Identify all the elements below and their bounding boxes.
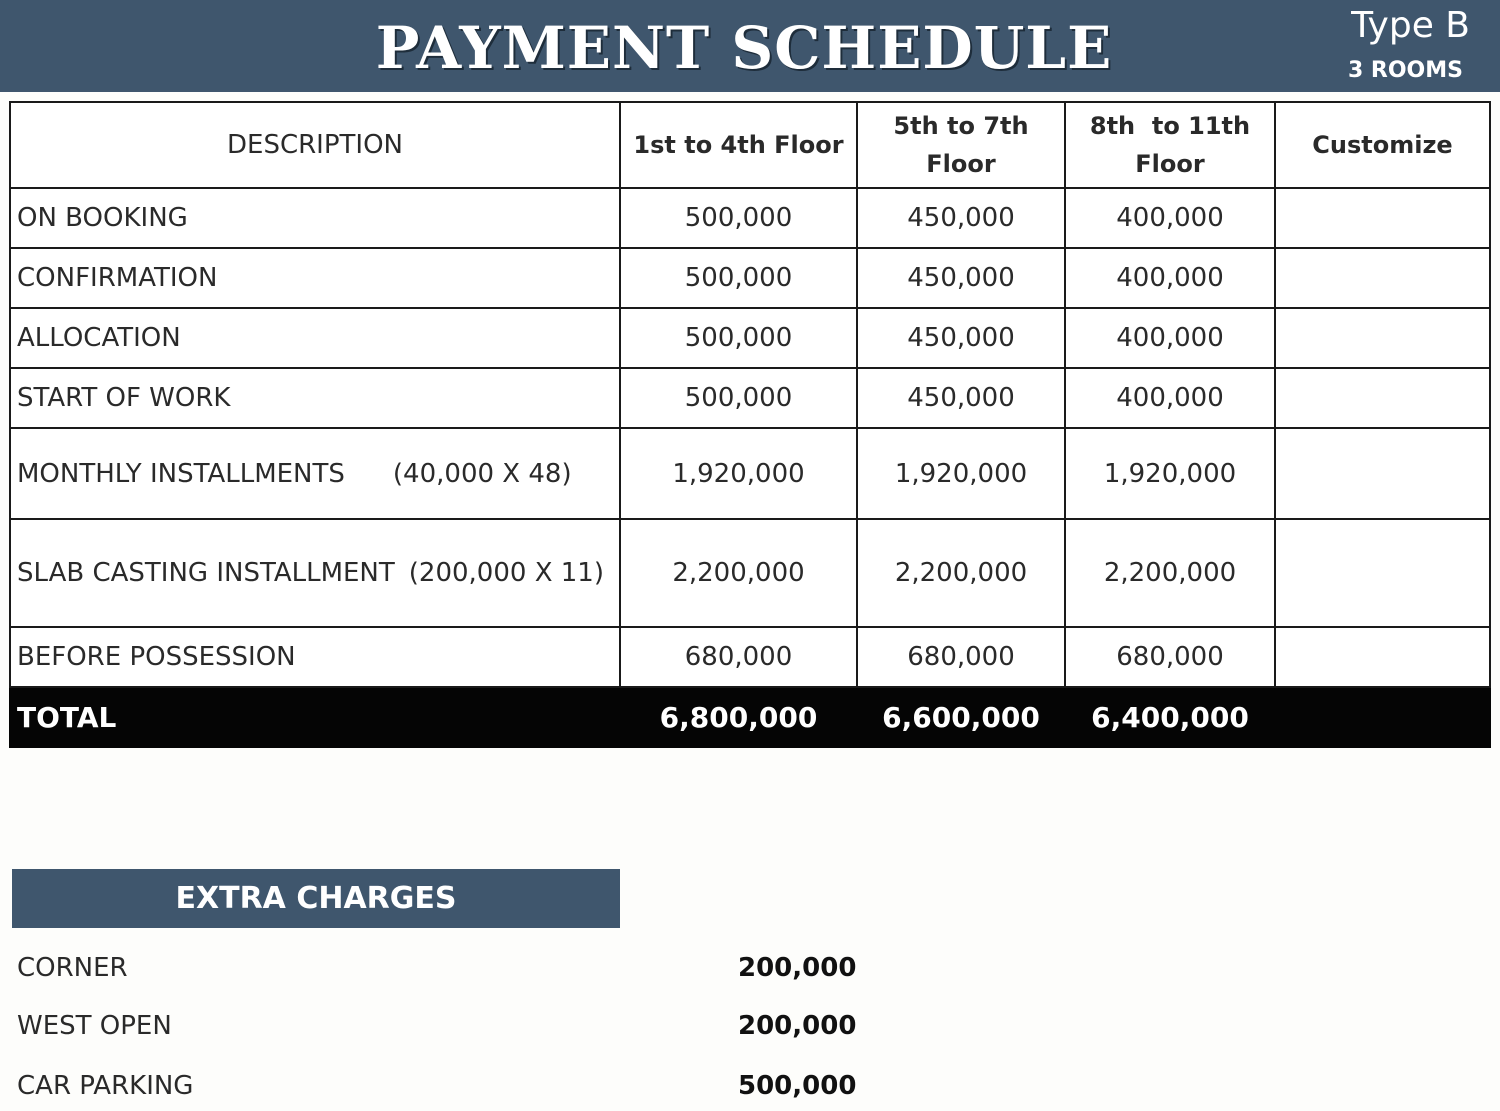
cell-floor-5-7: 1,920,000 <box>857 428 1065 519</box>
cell-customize[interactable] <box>1275 368 1490 428</box>
cell-floor-1-4: 2,200,000 <box>620 519 857 627</box>
col-header-floor-5-7: 5th to 7th Floor <box>857 102 1065 188</box>
col-header-floor-1-4: 1st to 4th Floor <box>620 102 857 188</box>
cell-floor-8-11: 400,000 <box>1065 308 1275 368</box>
page-title: PAYMENT SCHEDULE <box>375 14 1113 82</box>
col-header-floor-8-11-line2: Floor <box>1135 150 1205 178</box>
cell-floor-5-7: 450,000 <box>857 308 1065 368</box>
list-item <box>0 1071 1500 1111</box>
cell-floor-5-7: 450,000 <box>857 368 1065 428</box>
row-label: SLAB CASTING INSTALLMENT <box>17 558 395 588</box>
cell-floor-8-11: 400,000 <box>1065 248 1275 308</box>
cell-floor-1-4: 1,920,000 <box>620 428 857 519</box>
cell-floor-8-11: 400,000 <box>1065 368 1275 428</box>
cell-customize[interactable] <box>1275 248 1490 308</box>
row-detail: (40,000 X 48) <box>392 458 572 489</box>
row-label: START OF WORK <box>10 368 620 428</box>
cell-floor-8-11: 400,000 <box>1065 188 1275 248</box>
row-label-cell <box>10 428 620 519</box>
table-header-row <box>10 102 1490 188</box>
total-label: TOTAL <box>10 687 620 747</box>
table-row <box>10 627 1490 687</box>
extra-charge-value: 500,000 <box>738 1071 857 1101</box>
list-item <box>0 953 1500 993</box>
cell-floor-1-4: 500,000 <box>620 368 857 428</box>
cell-floor-1-4: 680,000 <box>620 627 857 687</box>
extra-charge-value: 200,000 <box>738 953 857 983</box>
cell-floor-8-11: 680,000 <box>1065 627 1275 687</box>
table-row <box>10 428 1490 519</box>
total-floor-1-4: 6,800,000 <box>620 687 857 747</box>
table-row <box>10 519 1490 627</box>
row-detail: (200,000 X 11) <box>408 558 604 588</box>
table-row <box>10 248 1490 308</box>
col-header-description: DESCRIPTION <box>10 102 620 188</box>
list-item <box>0 1011 1500 1051</box>
total-row <box>10 687 1490 747</box>
row-label: BEFORE POSSESSION <box>10 627 620 687</box>
cell-customize[interactable] <box>1275 519 1490 627</box>
table-row <box>10 188 1490 248</box>
row-label: ALLOCATION <box>10 308 620 368</box>
total-floor-8-11: 6,400,000 <box>1065 687 1275 747</box>
rooms-label: 3 ROOMS <box>1347 58 1463 83</box>
col-header-customize: Customize <box>1275 102 1490 188</box>
unit-type-label: Type B <box>1351 5 1470 46</box>
row-label: MONTHLY INSTALLMENTS <box>17 458 345 489</box>
row-label-cell <box>10 519 620 627</box>
cell-customize[interactable] <box>1275 188 1490 248</box>
table-row <box>10 308 1490 368</box>
cell-floor-8-11: 2,200,000 <box>1065 519 1275 627</box>
cell-floor-5-7: 2,200,000 <box>857 519 1065 627</box>
cell-floor-5-7: 450,000 <box>857 248 1065 308</box>
cell-customize[interactable] <box>1275 308 1490 368</box>
cell-floor-1-4: 500,000 <box>620 248 857 308</box>
extra-charge-label: CAR PARKING <box>17 1071 194 1101</box>
cell-customize[interactable] <box>1275 627 1490 687</box>
cell-floor-1-4: 500,000 <box>620 308 857 368</box>
extra-charge-value: 200,000 <box>738 1011 857 1041</box>
col-header-floor-8-11-line1: 8th to 11th <box>1089 112 1251 140</box>
cell-floor-5-7: 450,000 <box>857 188 1065 248</box>
cell-floor-1-4: 500,000 <box>620 188 857 248</box>
row-label: ON BOOKING <box>10 188 620 248</box>
total-floor-5-7: 6,600,000 <box>857 687 1065 747</box>
cell-customize[interactable] <box>1275 428 1490 519</box>
cell-floor-8-11: 1,920,000 <box>1065 428 1275 519</box>
extra-charge-label: WEST OPEN <box>17 1011 172 1041</box>
extra-charge-label: CORNER <box>17 953 128 983</box>
table-row <box>10 368 1490 428</box>
payment-schedule-table <box>9 101 1491 748</box>
col-header-floor-8-11 <box>1065 102 1275 188</box>
cell-floor-5-7: 680,000 <box>857 627 1065 687</box>
row-label: CONFIRMATION <box>10 248 620 308</box>
extra-charges-heading: EXTRA CHARGES <box>12 869 620 928</box>
total-customize <box>1275 687 1490 747</box>
